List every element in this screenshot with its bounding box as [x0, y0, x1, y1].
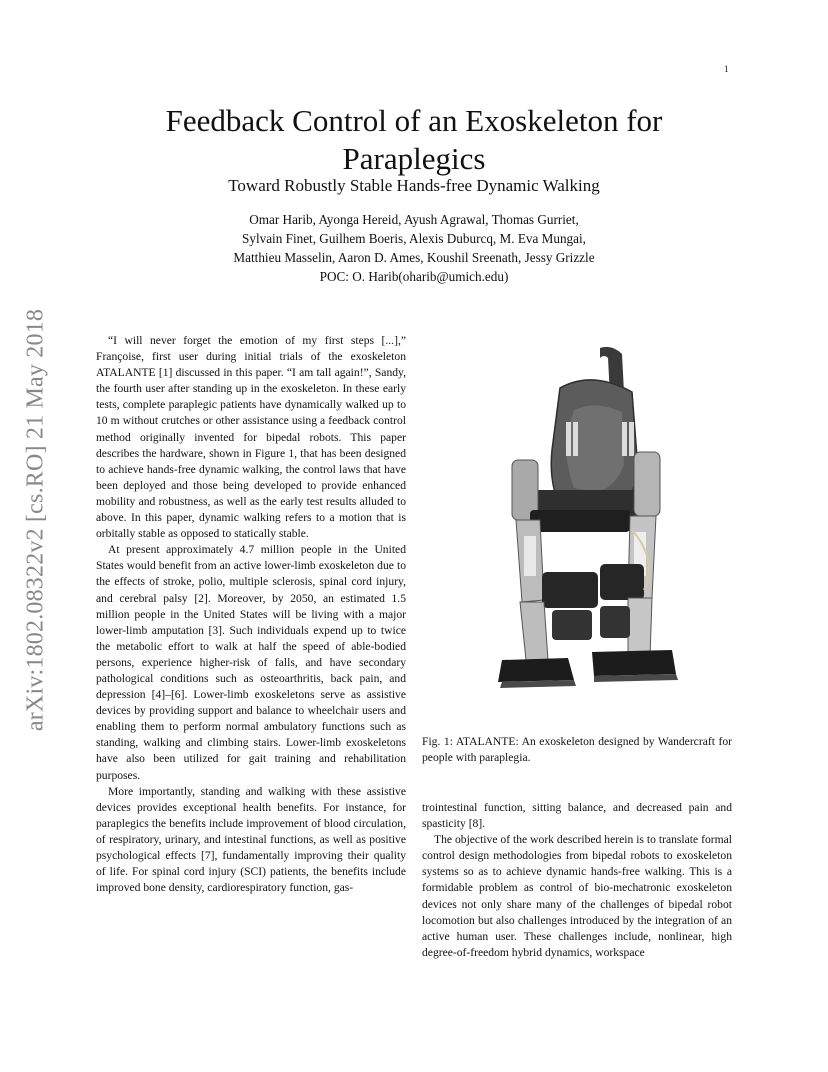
author-line: Matthieu Masselin, Aaron D. Ames, Koushil Sreenath, Jessy Grizzle: [233, 250, 595, 265]
author-block: [150, 210, 678, 286]
paper-title: Feedback Control of an Exoskeleton for Paraplegics: [165, 103, 663, 176]
right-column: [422, 800, 732, 961]
figure-1: [422, 340, 732, 700]
paragraph: trointestinal function, sitting balance, and decreased pain and spasticity [8].: [422, 801, 732, 831]
paragraph: At present approximately 4.7 million people in the United States would benefit from an active lower-limb exoskeleton due to the effects of stroke, polio, multiple sclerosis, spinal cord injury, and cerebral palsy [2]. Moreover, by 2050, an estimated 1.5 million people in the United States will be living with a major lower-limb amputation [3]. Such individuals expend up to twice the metabolic effort to walk at half the speed of able-bodied persons, experience higher-risk of falls, and have secondary pathological conditions such as osteoarthritis, back pain, and depression [4]–[6]. Lower-limb exoskeletons serve as assistive devices by providing support and balance to wheelchair users and enabling them to perform normal ambulatory functions such as standing, walking and climbing stairs. Lower-limb exoskeletons have also been utilized for gait training and rehabilitation purposes.: [96, 543, 406, 782]
paragraph: The objective of the work described herein is to translate formal control design methodologies from bipedal robots to exoskeleton systems so as to achieve dynamic hands-free walking. This is a formidable problem as control of bio-mechatronic exoskeleton devices not only share many of the challenges of bipedal robot locomotion but also challenges introduced by the integration of an active human user. These challenges include, nonlinear, high degree-of-freedom hybrid dynamics, workspace: [422, 833, 732, 959]
exoskeleton-image: [482, 340, 682, 700]
paper-subtitle: Toward Robustly Stable Hands-free Dynamic Walking: [228, 176, 600, 195]
author-line: Sylvain Finet, Guilhem Boeris, Alexis Duburcq, M. Eva Mungai,: [242, 231, 586, 246]
paragraph: “I will never forget the emotion of my first steps [...],” Françoise, first user during initial trials of the exoskeleton ATALANTE [1] discussed in this paper. “I am tall again!”, Sandy, the fourth user after standing up in the exoskeleton. In these early tests, complete paraplegic patients have dynamically walked up to 10 m without crutches or other assistance using a feedback control method originally invented for bipedal robots. This paper describes the hardware, shown in Figure 1, that has been designed to achieve hands-free dynamic walking, the control laws that have been deployed and those being developed to provide enhanced mobility and robustness, as well as the early test results alluded to above. In this paper, dynamic walking refers to a motion that is orbitally stable as opposed to statically stable.: [96, 334, 406, 541]
figure-caption: Fig. 1: ATALANTE: An exoskeleton designed by Wandercraft for people with paraplegia.: [422, 735, 732, 765]
arxiv-stamp: arXiv:1802.08322v2 [cs.RO] 21 May 2018: [22, 308, 49, 732]
contact-line: POC: O. Harib(oharib@umich.edu): [319, 269, 509, 284]
left-column: [96, 333, 406, 896]
page-number: 1: [724, 64, 729, 74]
paragraph: More importantly, standing and walking with these assistive devices provides exceptional health benefits. For instance, for paraplegics the benefits include improvement of blood circulation, of respiratory, urinary, and intestinal functions, as well as positive psychological effects [7], fundamentally improving their quality of life. For spinal cord injury (SCI) patients, the benefits include improved bone density, cardiorespiratory function, gas-: [96, 784, 406, 895]
author-line: Omar Harib, Ayonga Hereid, Ayush Agrawal, Thomas Gurriet,: [249, 212, 579, 227]
